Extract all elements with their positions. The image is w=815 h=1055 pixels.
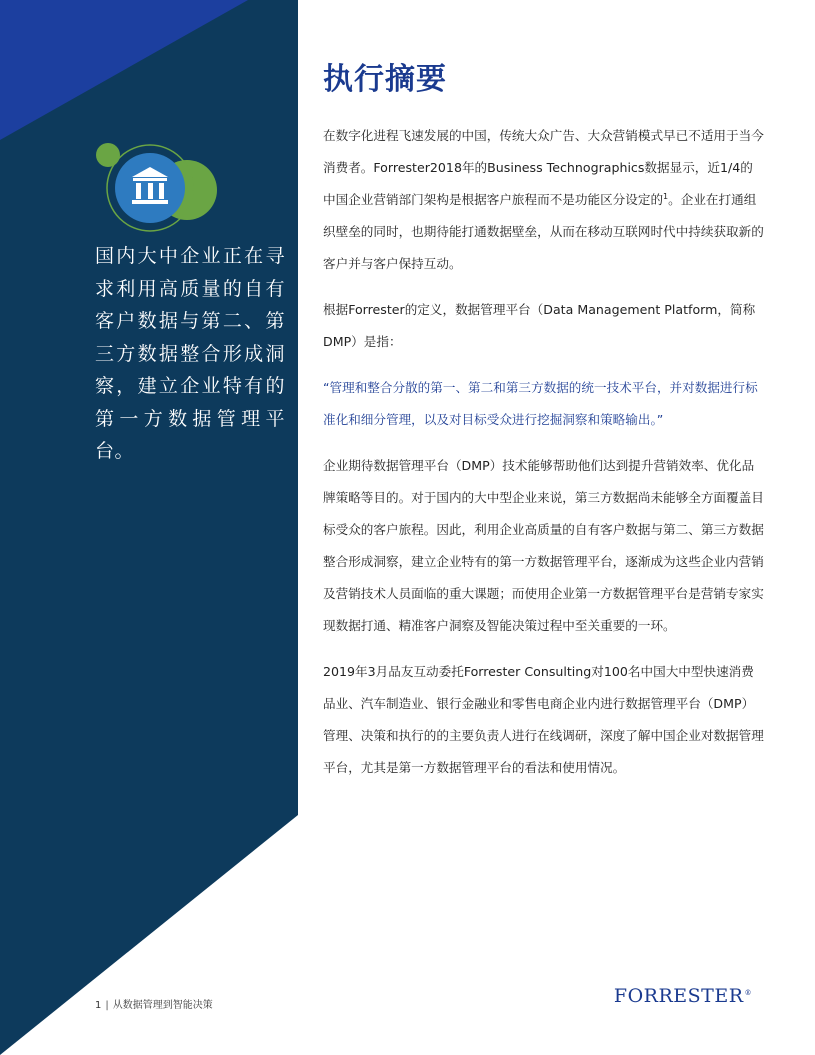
footer-section-title: 从数据管理到智能决策 <box>112 1000 213 1011</box>
main-content <box>323 58 765 798</box>
paragraph-methodology: 2019年3月品友互动委托Forrester Consulting对100名中国大中型快速消费品业、汽车制造业、银行金融业和零售电商企业内进行数据管理平台（DMP）管理、决策和执行的的主要负责人进行在线调研，深度了解中国企业对数据管理平台，尤其是第一方数据管理平台的看法和使用情况。 <box>323 664 764 775</box>
paragraph-intro-text-a: 在数字化进程飞速发展的中国，传统大众广告、大众营销模式早已不适用于当今消费者。Forrester2018年的Business Technographics数据显示，近1/4的中国企业营销部门架构是根据客户旅程而不是功能区分设定的 <box>323 128 764 207</box>
definition-quote: “管理和整合分散的第一、第二和第三方数据的统一技术平台，并对数据进行标准化和细分管理，以及对目标受众进行挖掘洞察和策略输出。” <box>323 380 758 427</box>
page-footer <box>95 996 213 1011</box>
footnote-ref[interactable]: 1 <box>663 191 669 201</box>
paragraph-definition-intro: 根据Forrester的定义，数据管理平台（Data Management Platform，简称DMP）是指： <box>323 302 756 349</box>
registered-mark: ® <box>744 988 752 997</box>
logo-text: FORRESTER <box>613 985 744 1007</box>
forrester-logo <box>614 985 752 1007</box>
bank-building-icon <box>92 141 222 241</box>
pull-quote: 国内大中企业正在寻求利用高质量的自有客户数据与第二、第三方数据整合形成洞察，建立企业特有的第一方数据管理平台。 <box>95 245 285 462</box>
paragraph-expectations: 企业期待数据管理平台（DMP）技术能够帮助他们达到提升营销效率、优化品牌策略等目的。对于国内的大中型企业来说，第三方数据尚未能够全方面覆盖目标受众的客户旅程。因此，利用企业高质量的自有客户数据与第二、第三方数据整合形成洞察，建立企业特有的第一方数据管理平台，逐渐成为这些企业内营销及营销技术人员面临的重大课题；而使用企业第一方数据管理平台是营销专家实现数据打通、精准客户洞察及智能决策过程中至关重要的一环。 <box>323 458 764 633</box>
paragraph-intro <box>323 120 765 280</box>
paragraph-intro-text-b: 。企业在打通组织壁垒的同时，也期待能打通数据壁垒，从而在移动互联网时代中持续获取新的客户并与客户保持互动。 <box>323 192 764 271</box>
footer-separator: | <box>105 1000 109 1011</box>
page-title: 执行摘要 <box>323 62 447 97</box>
left-panel <box>0 0 300 1055</box>
page-number: 1 <box>95 1000 102 1011</box>
